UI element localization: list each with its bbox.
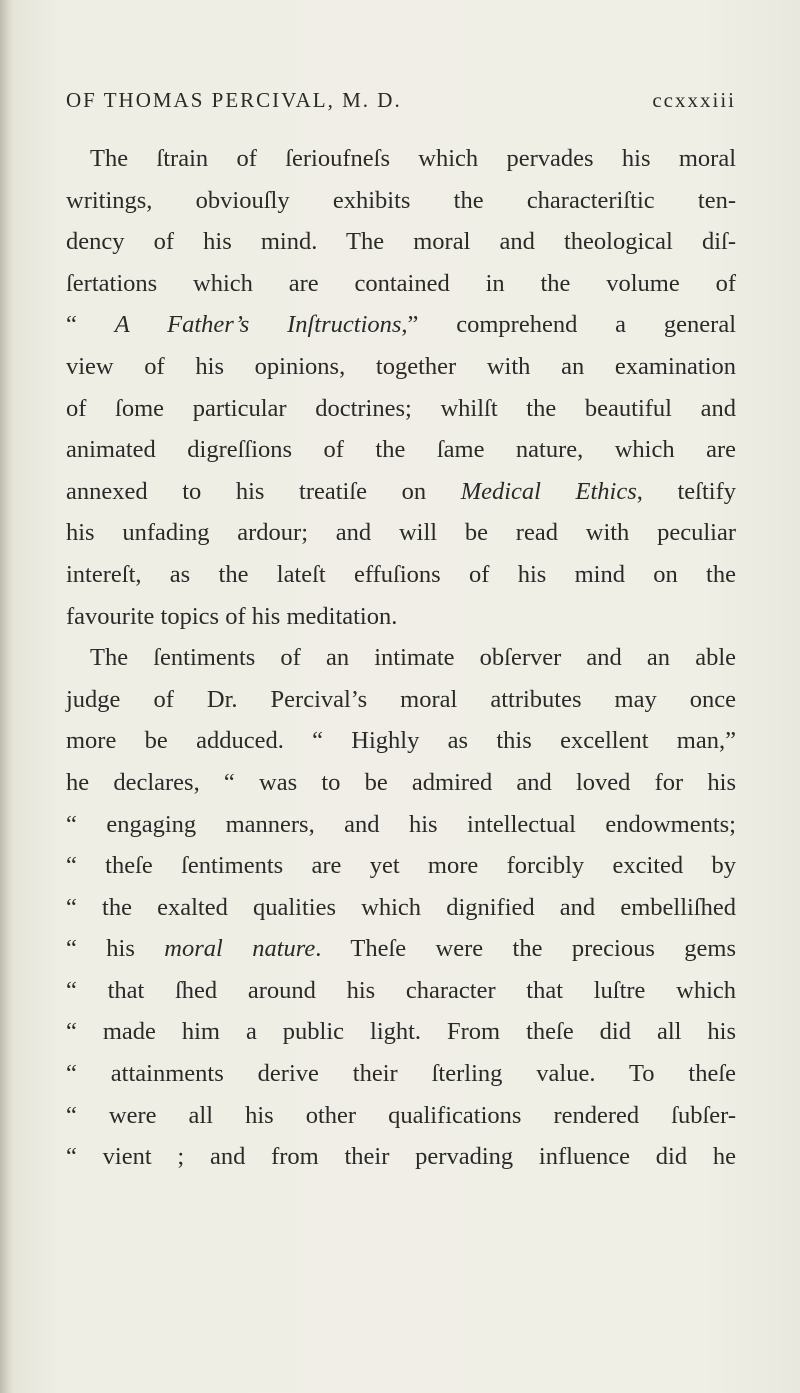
italic-title: moral nature (164, 935, 316, 963)
text-line: “ were all his other qualifications rendered ſubſer- (66, 1101, 736, 1129)
text-segment: , teſtify (636, 477, 736, 505)
italic-title: Medical Ethics (460, 477, 637, 505)
text-segment: annexed to his treatiſe on (66, 477, 461, 505)
text-line (66, 928, 736, 970)
text-line: “ vient ; and from their pervading influence did he (66, 1143, 736, 1171)
text-segment: “ his (66, 935, 165, 963)
text-line: more be adduced. “ Highly as this excellent man,” (66, 727, 736, 755)
text-line: view of his opinions, together with an examination (66, 352, 736, 380)
italic-title: A Father’s Inſtructions (114, 311, 402, 339)
page-gutter-shadow (0, 0, 14, 1393)
text-line: “ the exalted qualities which dignified and embelliſhed (66, 893, 736, 921)
text-line: “ made him a public light. From theſe did all his (66, 1018, 736, 1046)
text-line: The ſentiments of an intimate obſerver and an able (90, 644, 736, 672)
body-text (66, 138, 736, 1178)
text-line: judge of Dr. Percival’s moral attributes may once (66, 685, 736, 713)
text-line: ſertations which are contained in the volume of (66, 269, 736, 297)
text-segment: “ (66, 311, 115, 339)
text-line: of ſome particular doctrines; whilſt the beautiful and (66, 394, 736, 422)
text-line: intereſt, as the lateſt effuſions of his mind on the (66, 560, 736, 588)
page-number: ccxxxiii (652, 88, 736, 112)
text-line: “ that ſhed around his character that luſtre which (66, 976, 736, 1004)
text-line: “ attainments derive their ſterling value. To theſe (66, 1060, 736, 1088)
text-line (66, 471, 736, 513)
text-line: writings, obviouſly exhibits the characteriſtic ten- (66, 186, 736, 214)
text-line: “ theſe ſentiments are yet more forcibly excited by (66, 852, 736, 880)
running-header (66, 88, 736, 128)
text-line (66, 304, 736, 346)
running-title: OF THOMAS PERCIVAL, M. D. (66, 88, 402, 112)
text-segment: ,” comprehend a general (401, 311, 736, 339)
text-line: his unfading ardour; and will be read with peculiar (66, 519, 736, 547)
text-line: dency of his mind. The moral and theological diſ- (66, 228, 736, 256)
text-line: animated digreſſions of the ſame nature, which are (66, 436, 736, 464)
text-line: The ſtrain of ſerioufneſs which pervades his moral (90, 145, 736, 172)
text-segment: . Theſe were the precious gems (315, 935, 737, 963)
text-line: he declares, “ was to be admired and loved for his (66, 768, 736, 796)
text-line: “ engaging manners, and his intellectual endowments; (66, 810, 736, 838)
text-line: favourite topics of his meditation. (66, 602, 398, 630)
